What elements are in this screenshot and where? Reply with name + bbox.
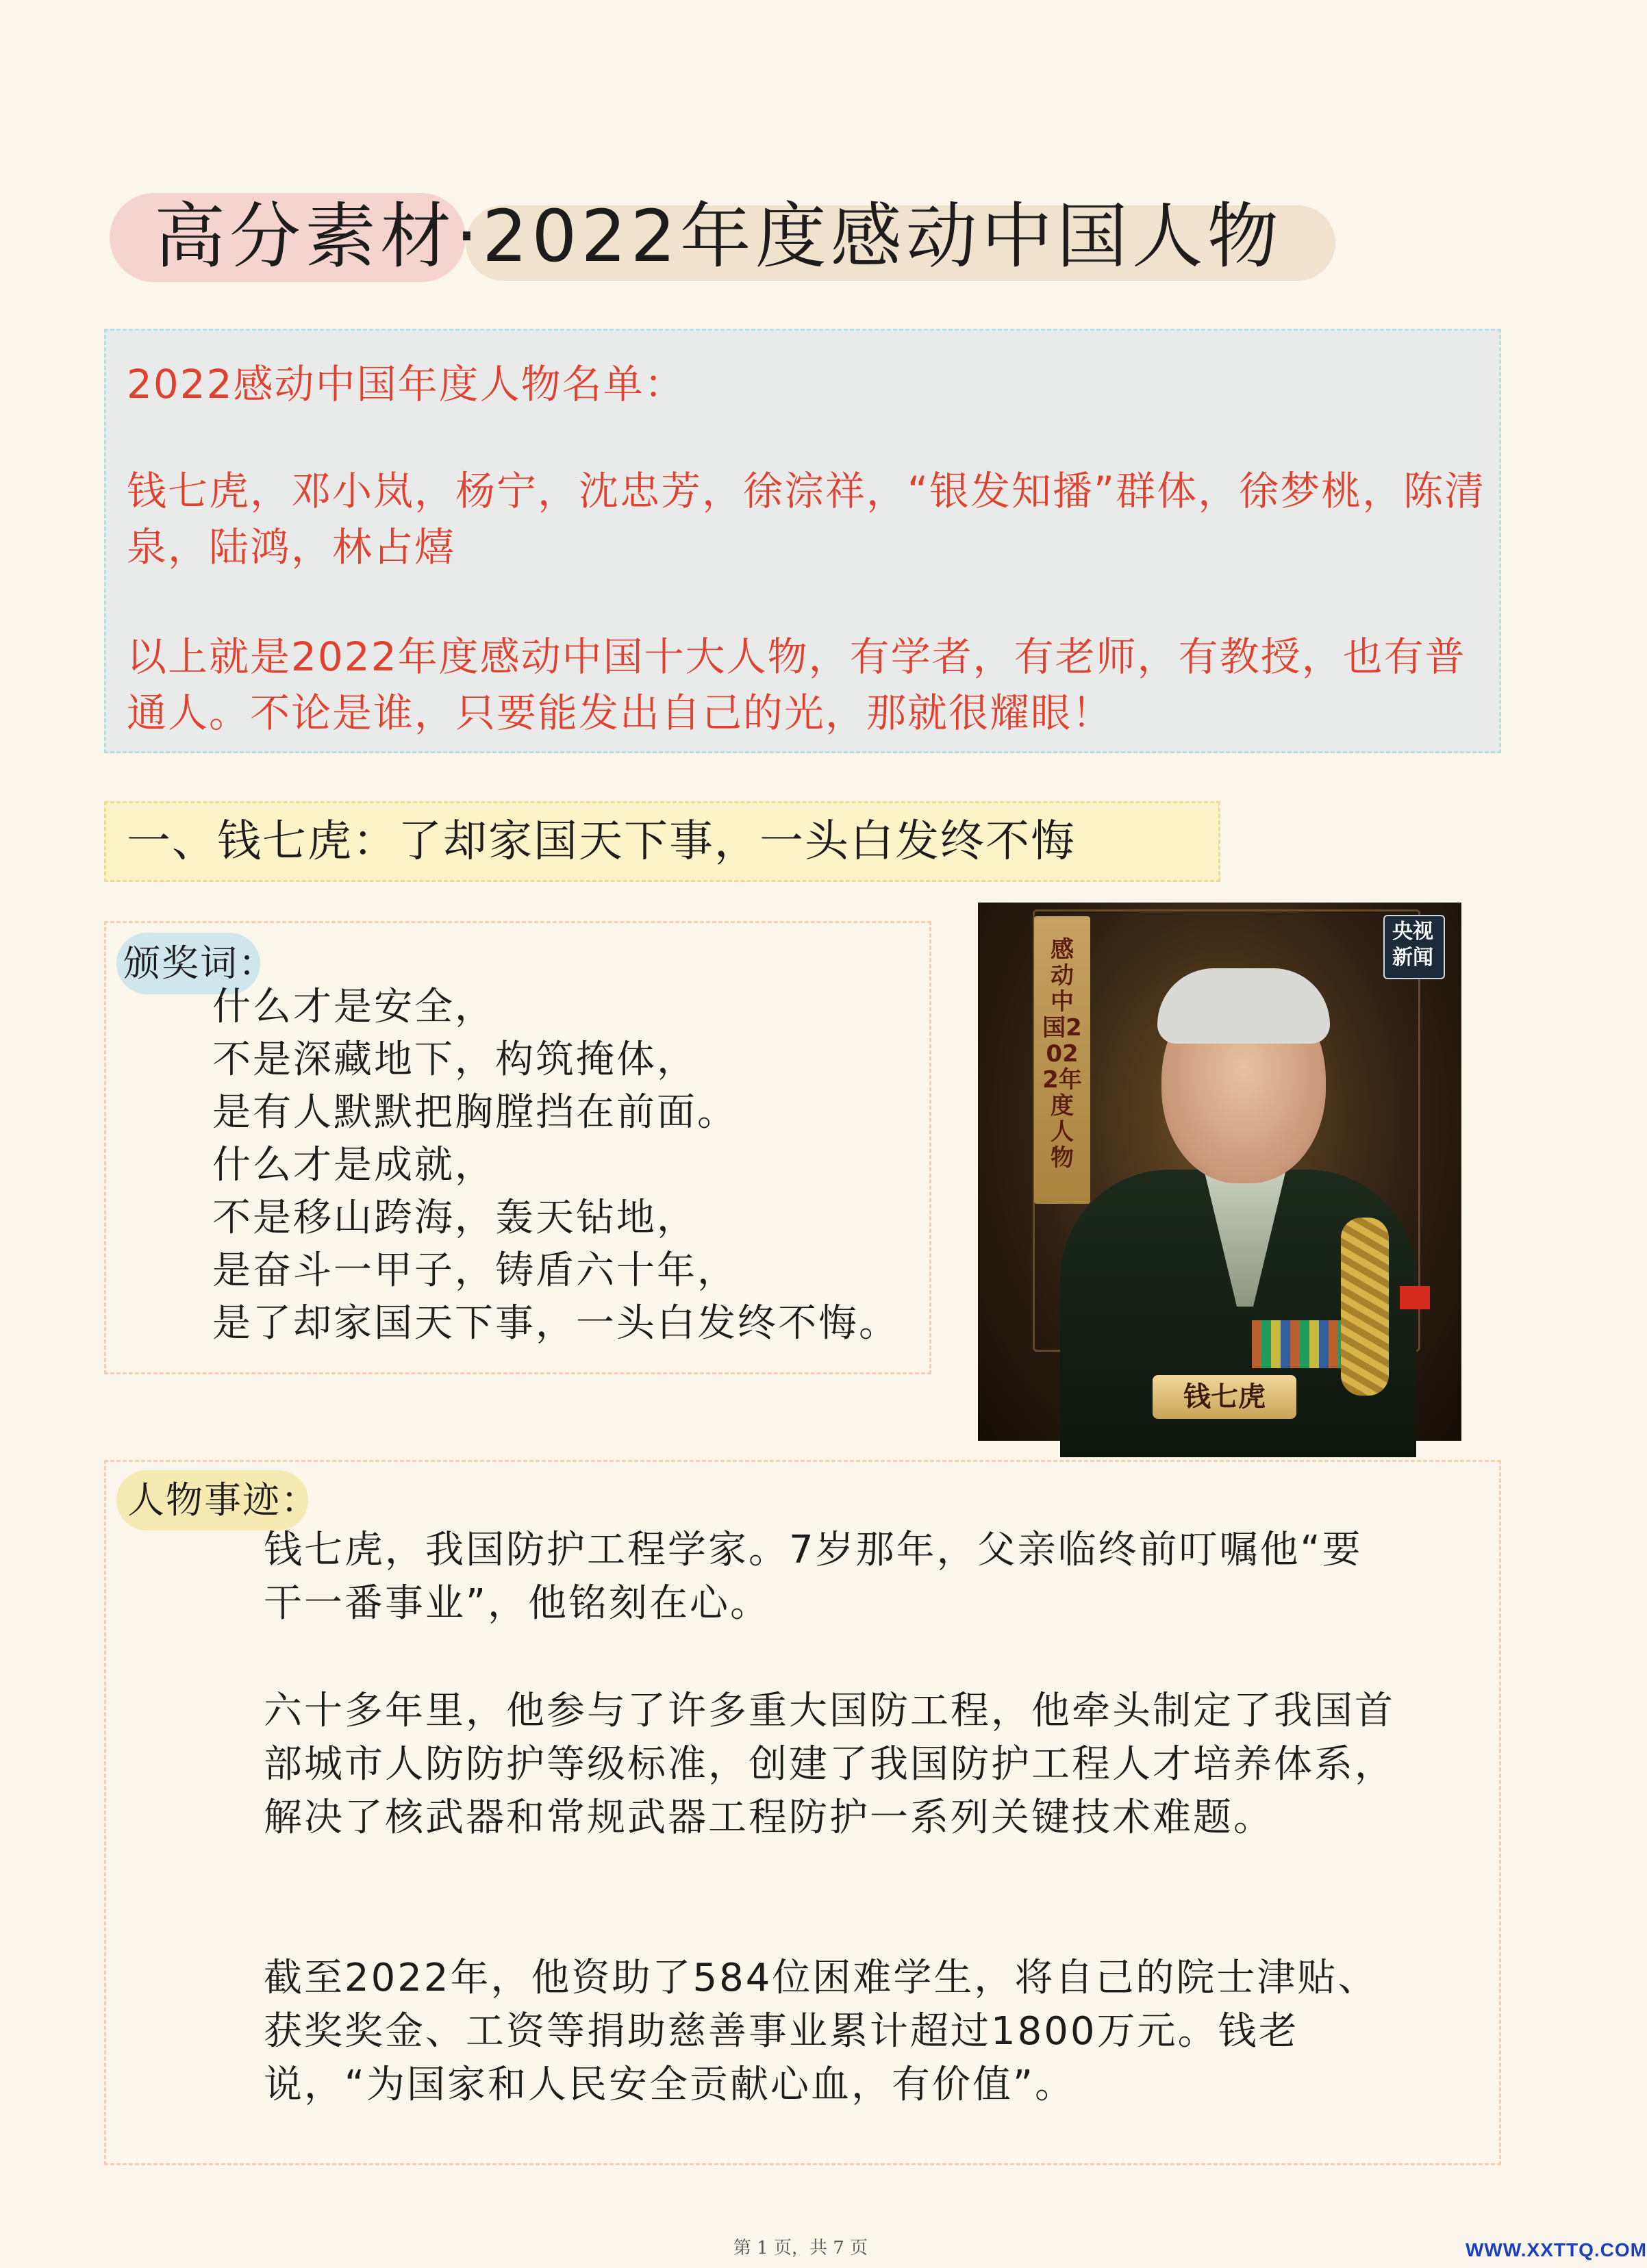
- aiguillette: [1341, 1218, 1389, 1396]
- page-title: 高分素材·2022年度感动中国人物: [154, 194, 1283, 278]
- award-label: 颁奖词：: [123, 942, 277, 985]
- portrait-photo: [978, 903, 1461, 1441]
- photo-logo-text: 央视新闻: [1392, 920, 1433, 970]
- intro-heading: 2022感动中国年度人物名单：: [127, 361, 686, 407]
- page-number: 第 1 页，共 7 页: [733, 2238, 868, 2258]
- award-line: 什么才是成就，: [212, 1143, 495, 1187]
- award-line: 不是深藏地下，构筑掩体，: [212, 1037, 697, 1082]
- photo-name: 钱七虎: [1183, 1381, 1266, 1413]
- award-line: 什么才是安全，: [212, 985, 495, 1029]
- intro-names: 钱七虎，邓小岚，杨宁，沈忠芳，徐淙祥，“银发知播”群体，徐梦桃，陈清泉，陆鸿，林占熺: [127, 468, 1486, 570]
- award-line: 不是移山跨海，轰天钻地，: [212, 1196, 697, 1240]
- award-line: 是了却家国天下事，一头白发终不悔。: [212, 1301, 899, 1346]
- watermark: WWW.XXTTQ.COM: [1466, 2239, 1647, 2260]
- deeds-paragraph: 钱七虎，我国防护工程学家。7岁那年，父亲临终前叮嘱他“要干一番事业”，他铭刻在心。: [264, 1528, 1363, 1626]
- deeds-label: 人物事迹：: [127, 1478, 319, 1522]
- award-line: 是奋斗一甲子，铸盾六十年，: [212, 1248, 738, 1293]
- portrait-hair: [1157, 968, 1330, 1044]
- section-title: 一、钱七虎：了却家国天下事，一头白发终不悔: [127, 816, 1076, 867]
- flag-icon: [1400, 1286, 1430, 1309]
- photo-banner-text: 感动中国2022年度人物: [1042, 936, 1082, 1172]
- medal-ribbons: [1252, 1320, 1341, 1368]
- award-line: 是有人默默把胸膛挡在前面。: [212, 1090, 738, 1135]
- deeds-paragraph: 截至2022年，他资助了584位困难学生，将自己的院士津贴、获奖奖金、工资等捐助慈善事业累计超过1800万元。钱老说，“为国家和人民安全贡献心血，有价值”。: [264, 1956, 1379, 2107]
- deeds-paragraph: 六十多年里，他参与了许多重大国防工程，他牵头制定了我国首部城市人防防护等级标准，创建了我国防护工程人才培养体系，解决了核武器和常规武器工程防护一系列关键技术难题。: [264, 1689, 1395, 1840]
- intro-summary: 以上就是2022年度感动中国十大人物，有学者，有老师，有教授，也有普通人。不论是谁，只要能发出自己的光，那就很耀眼！: [127, 633, 1466, 736]
